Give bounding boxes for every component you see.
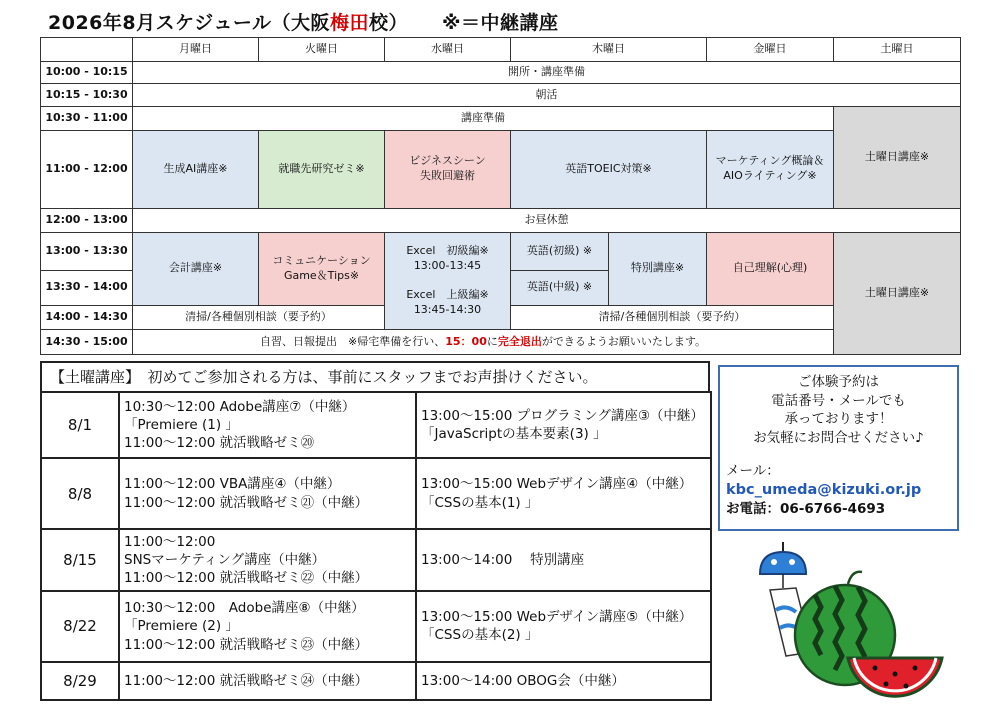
contact-line: ご体験予約は [798,374,879,390]
morning-activity: 朝活 [133,84,961,107]
time-slot: 10:30 - 11:00 [41,106,133,130]
class-communication: コミュニケーション Game＆Tips※ [259,232,385,305]
email-link[interactable]: kbc_umeda@kizuki.or.jp [726,482,922,499]
class-accounting: 会計講座※ [133,232,259,305]
saturday-am: 10:30～12:00 Adobe講座⑦（中継） 「Premiere (1) 」 11:00～12:00 就活戦略ゼミ⑳ [119,392,416,458]
cleaning-consult: 清掃/各種個別相談（要予約） [133,305,385,330]
saturday-am: 11:00～12:00 SNSマーケティング講座（中継） 11:00～12:00 就活戦略ゼミ㉒（中継） [119,529,416,591]
saturday-date: 8/22 [41,591,119,661]
day-header: 金曜日 [707,38,834,62]
saturday-am: 10:30～12:00 Adobe講座⑧（中継） 「Premiere (2) 」 11:00～12:00 就活戦略ゼミ㉓（中継） [119,591,416,661]
saturday-pm: 13:00～14:00 特別講座 [416,529,711,591]
page-title: 2026年8月スケジュール（大阪梅田校） ※＝中継講座 [48,12,559,34]
contact-line: 電話番号・メールでも [771,392,906,409]
contact-line: 承っております！ [784,411,893,428]
day-header: 月曜日 [133,38,259,62]
corner-cell [41,38,133,62]
time-slot: 14:00 - 14:30 [41,305,133,330]
phone-number: お電話：06-6766-4693 [726,501,886,518]
class-english-beginner: 英語(初級) ※ [511,232,609,270]
saturday-row [41,458,711,528]
day-header: 木曜日 [511,38,707,62]
time-slot: 12:00 - 13:00 [41,208,133,232]
branch-name: 梅田 [329,12,369,34]
saturday-table [40,391,712,701]
saturday-class-am: 土曜日講座※ [834,106,961,208]
saturday-row [41,591,711,661]
class-excel: Excel 初級編※ 13:00-13:45 Excel 上級編※ 13:45-14:30 [385,232,511,330]
saturday-date: 8/1 [41,392,119,458]
saturday-row [41,392,711,458]
contact-box [718,365,959,531]
open-prep: 開所・講座準備 [133,61,961,84]
day-header: 土曜日 [834,38,961,62]
saturday-am: 11:00～12:00 VBA講座④（中継） 11:00～12:00 就活戦略ゼミ㉑（中継） [119,458,416,528]
weekly-schedule-table [40,37,961,355]
saturday-date: 8/8 [41,458,119,528]
saturday-row [41,662,711,700]
relay-note: ※＝中継講座 [442,12,559,34]
time-slot: 14:30 - 15:00 [41,330,133,355]
time-slot: 13:00 - 13:30 [41,232,133,270]
class-generative-ai: 生成AI講座※ [133,130,259,208]
day-header-row [41,38,961,62]
class-self-understanding: 自己理解(心理) [707,232,834,305]
self-study-notice: 自習、日報提出 ※帰宅準備を行い、15：00に完全退出ができるようお願いいたします。 [133,330,834,355]
time-slot: 11:00 - 12:00 [41,130,133,208]
saturday-pm: 13:00～15:00 Webデザイン講座④（中継） 「CSSの基本(1) 」 [416,458,711,528]
saturday-class-pm: 土曜日講座※ [834,232,961,354]
saturday-pm: 13:00～15:00 Webデザイン講座⑤（中継） 「CSSの基本(2) 」 [416,591,711,661]
saturday-am: 11:00～12:00 就活戦略ゼミ㉔（中継） [119,662,416,700]
saturday-pm: 13:00～15:00 プログラミング講座③（中継） 「JavaScriptの基本要素(3) 」 [416,392,711,458]
class-marketing: マーケティング概論＆ AIOライティング※ [707,130,834,208]
mail-label: メール： [726,462,780,479]
saturday-pm: 13:00～14:00 OBOG会（中継） [416,662,711,700]
time-slot: 10:15 - 10:30 [41,84,133,107]
class-business-scene: ビジネスシーン 失敗回避術 [385,130,511,208]
class-company-research: 就職先研究ゼミ※ [259,130,385,208]
saturday-date: 8/29 [41,662,119,700]
time-slot: 13:30 - 14:00 [41,270,133,305]
contact-line: お気軽にお問合せください♪ [753,429,924,446]
day-header: 火曜日 [259,38,385,62]
day-header: 水曜日 [385,38,511,62]
class-special: 特別講座※ [609,232,707,305]
time-slot: 10:00 - 10:15 [41,61,133,84]
cleaning-consult: 清掃/各種個別相談（要予約） [511,305,834,330]
lunch-break: お昼休憩 [133,208,961,232]
class-prep: 講座準備 [133,106,834,130]
class-toeic: 英語TOEIC対策※ [511,130,707,208]
saturday-row [41,529,711,591]
saturday-header: 【土曜講座】 初めてご参加される方は、事前にスタッフまでお声掛けください。 [40,361,710,391]
saturday-date: 8/15 [41,529,119,591]
class-english-intermediate: 英語(中級) ※ [511,270,609,305]
watermelon-wind-chime-icon [730,540,945,700]
